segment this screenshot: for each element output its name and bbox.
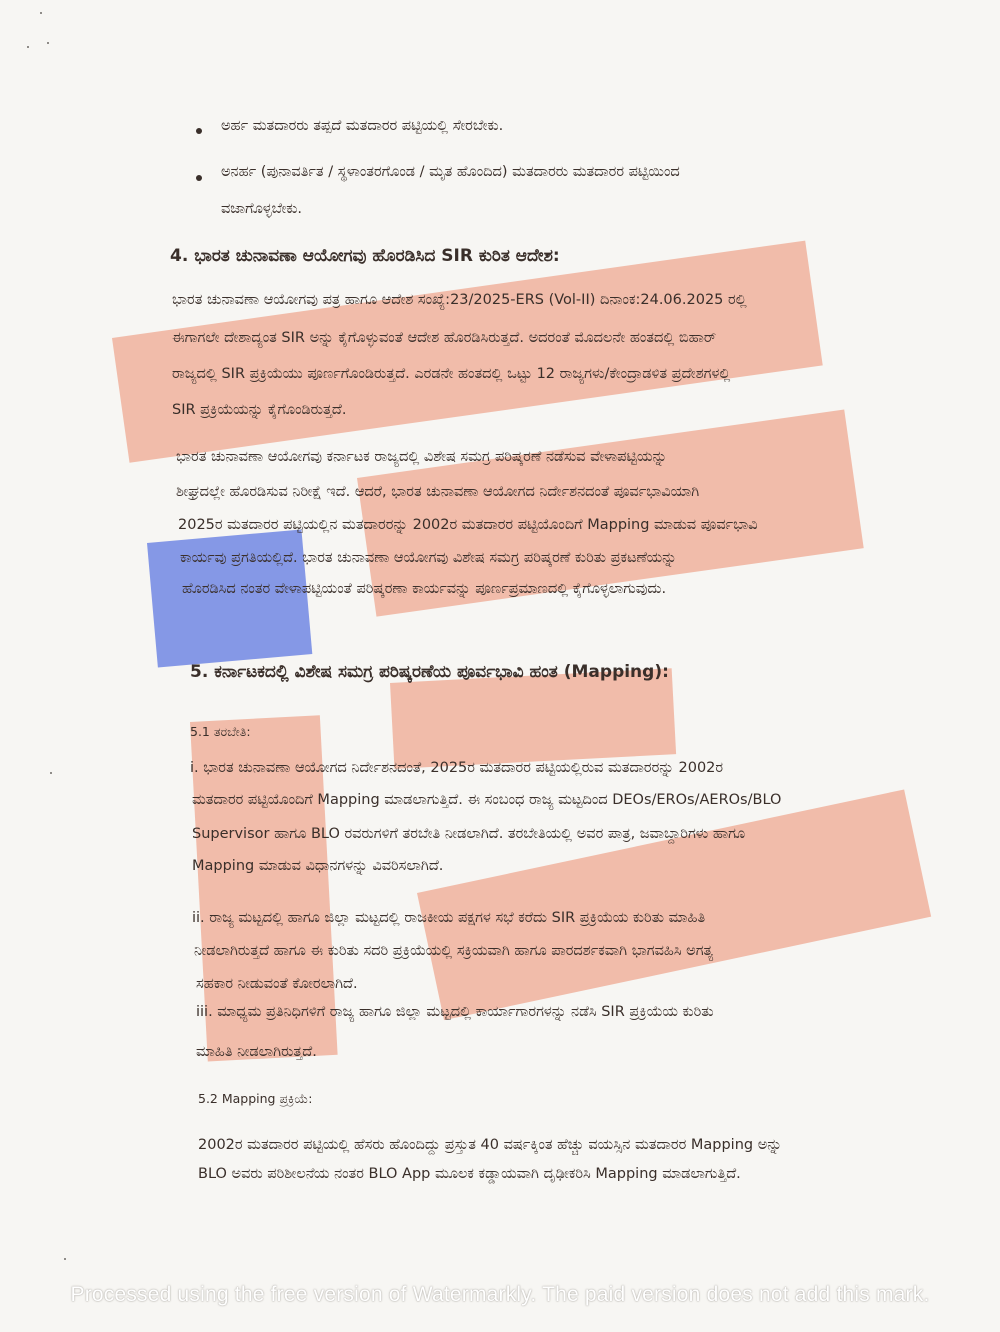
section-heading: 4. ಭಾರತ ಚುನಾವಣಾ ಆಯೋಗವು ಹೊರಡಿಸಿದ SIR ಕುರಿತ ಆದೇಶ: xyxy=(170,246,560,266)
paragraph-line: ಭಾರತ ಚುನಾವಣಾ ಆಯೋಗವು ಪತ್ರ ಹಾಗೂ ಆದೇಶ ಸಂಖ್ಯೆ:23/2025-ERS (Vol-II) ದಿನಾಂಕ:24.06.2025 ರಲ್ಲಿ xyxy=(172,292,747,308)
paragraph-line: ಶೀಘ್ರದಲ್ಲೇ ಹೊರಡಿಸುವ ನಿರೀಕ್ಷೆ ಇದೆ. ಆದರೆ, ಭಾರತ ಚುನಾವಣಾ ಆಯೋಗದ ನಿರ್ದೇಶನದಂತೆ ಪೂರ್ವಭಾವಿಯಾಗಿ xyxy=(176,484,700,500)
section-heading: 5. ಕರ್ನಾಟಕದಲ್ಲಿ ವಿಶೇಷ ಸಮಗ್ರ ಪರಿಷ್ಕರಣೆಯ ಪೂರ್ವಭಾವಿ ಹಂತ (Mapping): xyxy=(190,662,669,682)
paragraph-line: i. ಭಾರತ ಚುನಾವಣಾ ಆಯೋಗದ ನಿರ್ದೇಶನದಂತೆ, 2025ರ ಮತದಾರರ ಪಟ್ಟಿಯಲ್ಲಿರುವ ಮತದಾರರನ್ನು 2002ರ xyxy=(190,760,724,776)
paragraph-line: ii. ರಾಜ್ಯ ಮಟ್ಟದಲ್ಲಿ ಹಾಗೂ ಜಿಲ್ಲಾ ಮಟ್ಟದಲ್ಲಿ ರಾಜಕೀಯ ಪಕ್ಷಗಳ ಸಭೆ ಕರೆದು SIR ಪ್ರಕ್ರಿಯೆಯ ಕುರಿತು ಮಾಹಿತಿ xyxy=(192,910,706,926)
paragraph-line: 2002ರ ಮತದಾರರ ಪಟ್ಟಿಯಲ್ಲಿ ಹೆಸರು ಹೊಂದಿದ್ದು ಪ್ರಸ್ತುತ 40 ವರ್ಷಕ್ಕಿಂತ ಹೆಚ್ಚು ವಯಸ್ಸಿನ ಮತದಾರರ Mapping ಅನ್ನು xyxy=(198,1137,782,1153)
scan-speck xyxy=(50,772,52,774)
subsection-heading: 5.2 Mapping ಪ್ರಕ್ರಿಯೆ: xyxy=(198,1091,313,1106)
subsection-heading: 5.1 ತರಬೇತಿ: xyxy=(190,724,251,739)
paragraph-line: BLO ಅವರು ಪರಿಶೀಲನೆಯ ನಂತರ BLO App ಮೂಲಕ ಕಡ್ಡಾಯವಾಗಿ ದೃಢೀಕರಿಸಿ Mapping ಮಾಡಲಾಗುತ್ತಿದೆ. xyxy=(198,1166,741,1182)
paragraph-line: ಮಾಹಿತಿ ನೀಡಲಾಗಿರುತ್ತದೆ. xyxy=(196,1044,317,1060)
scan-speck xyxy=(40,12,42,14)
paragraph-line: ಮತದಾರರ ಪಟ್ಟಿಯೊಂದಿಗೆ Mapping ಮಾಡಲಾಗುತ್ತಿದೆ. ಈ ಸಂಬಂಧ ರಾಜ್ಯ ಮಟ್ಟದಿಂದ DEOs/EROs/AEROs/BLO xyxy=(192,792,782,808)
bullet-icon xyxy=(196,175,202,181)
paragraph-line: Supervisor ಹಾಗೂ BLO ರವರುಗಳಿಗೆ ತರಬೇತಿ ನೀಡಲಾಗಿದೆ. ತರಬೇತಿಯಲ್ಲಿ ಅವರ ಪಾತ್ರ, ಜವಾಬ್ದಾರಿಗಳು ಹಾಗೂ xyxy=(192,826,746,842)
paragraph-line: iii. ಮಾಧ್ಯಮ ಪ್ರತಿನಿಧಿಗಳಿಗೆ ರಾಜ್ಯ ಹಾಗೂ ಜಿಲ್ಲಾ ಮಟ್ಟದಲ್ಲಿ ಕಾರ್ಯಾಗಾರಗಳನ್ನು ನಡೆಸಿ SIR ಪ್ರಕ್ರಿಯೆಯ ಕುರಿತು xyxy=(196,1004,714,1020)
paragraph-line: SIR ಪ್ರಕ್ರಿಯೆಯನ್ನು ಕೈಗೊಂಡಿರುತ್ತದೆ. xyxy=(172,402,347,418)
scan-speck xyxy=(64,1258,66,1260)
bullet-icon xyxy=(196,128,202,134)
paragraph-line: 2025ರ ಮತದಾರರ ಪಟ್ಟಿಯಲ್ಲಿನ ಮತದಾರರನ್ನು 2002ರ ಮತದಾರರ ಪಟ್ಟಿಯೊಂದಿಗೆ Mapping ಮಾಡುವ ಪೂರ್ವಭಾವಿ xyxy=(178,517,758,533)
redaction-highlight xyxy=(390,668,676,769)
bullet-text: ವಜಾಗೊಳ್ಳಬೇಕು. xyxy=(221,201,303,217)
paragraph-line: ಹೊರಡಿಸಿದ ನಂತರ ವೇಳಾಪಟ್ಟಿಯಂತೆ ಪರಿಷ್ಕರಣಾ ಕಾರ್ಯವನ್ನು ಪೂರ್ಣಪ್ರಮಾಣದಲ್ಲಿ ಕೈಗೊಳ್ಳಲಾಗುವುದು. xyxy=(182,581,667,597)
scan-speck xyxy=(27,46,29,48)
watermark-text: Processed using the free version of Watermarkly. The paid version does not add this mark. xyxy=(70,1283,930,1306)
scan-speck xyxy=(47,42,49,44)
paragraph-line: ನೀಡಲಾಗಿರುತ್ತದೆ ಹಾಗೂ ಈ ಕುರಿತು ಸದರಿ ಪ್ರಕ್ರಿಯೆಯಲ್ಲಿ ಸಕ್ರಿಯವಾಗಿ ಹಾಗೂ ಪಾರದರ್ಶಕವಾಗಿ ಭಾಗವಹಿಸಿ ಅಗತ್ಯ xyxy=(194,943,714,959)
paragraph-line: ರಾಜ್ಯದಲ್ಲಿ SIR ಪ್ರಕ್ರಿಯೆಯು ಪೂರ್ಣಗೊಂಡಿರುತ್ತದೆ. ಎರಡನೇ ಹಂತದಲ್ಲಿ ಒಟ್ಟು 12 ರಾಜ್ಯಗಳು/ಕೇಂದ್ರಾಡಳಿತ ಪ್ರದೇಶಗಳಲ್ಲಿ xyxy=(172,366,731,382)
paragraph-line: Mapping ಮಾಡುವ ವಿಧಾನಗಳನ್ನು ವಿವರಿಸಲಾಗಿದೆ. xyxy=(192,858,444,874)
paragraph-line: ಸಹಕಾರ ನೀಡುವಂತೆ ಕೋರಲಾಗಿದೆ. xyxy=(196,976,358,992)
bullet-text: ಅನರ್ಹ (ಪುನಾವರ್ತಿತ / ಸ್ಥಳಾಂತರಗೊಂಡ / ಮೃತ ಹೊಂದಿದ) ಮತದಾರರು ಮತದಾರರ ಪಟ್ಟಿಯಿಂದ xyxy=(221,164,680,180)
paragraph-line: ಕಾರ್ಯವು ಪ್ರಗತಿಯಲ್ಲಿದೆ. ಭಾರತ ಚುನಾವಣಾ ಆಯೋಗವು ವಿಶೇಷ ಸಮಗ್ರ ಪರಿಷ್ಕರಣೆ ಕುರಿತು ಪ್ರಕಟಣೆಯನ್ನು xyxy=(180,550,677,566)
paragraph-line: ಈಗಾಗಲೇ ದೇಶಾದ್ಯಂತ SIR ಅನ್ನು ಕೈಗೊಳ್ಳುವಂತೆ ಆದೇಶ ಹೊರಡಿಸಿರುತ್ತದೆ. ಅದರಂತೆ ಮೊದಲನೇ ಹಂತದಲ್ಲಿ ಬಿಹಾರ್ xyxy=(172,330,717,346)
bullet-text: ಅರ್ಹ ಮತದಾರರು ತಪ್ಪದೆ ಮತದಾರರ ಪಟ್ಟಿಯಲ್ಲಿ ಸೇರಬೇಕು. xyxy=(221,118,504,134)
paragraph-line: ಭಾರತ ಚುನಾವಣಾ ಆಯೋಗವು ಕರ್ನಾಟಕ ರಾಜ್ಯದಲ್ಲಿ ವಿಶೇಷ ಸಮಗ್ರ ಪರಿಷ್ಕರಣೆ ನಡೆಸುವ ವೇಳಾಪಟ್ಟಿಯನ್ನು xyxy=(176,449,668,465)
redaction-highlight xyxy=(417,789,931,1020)
